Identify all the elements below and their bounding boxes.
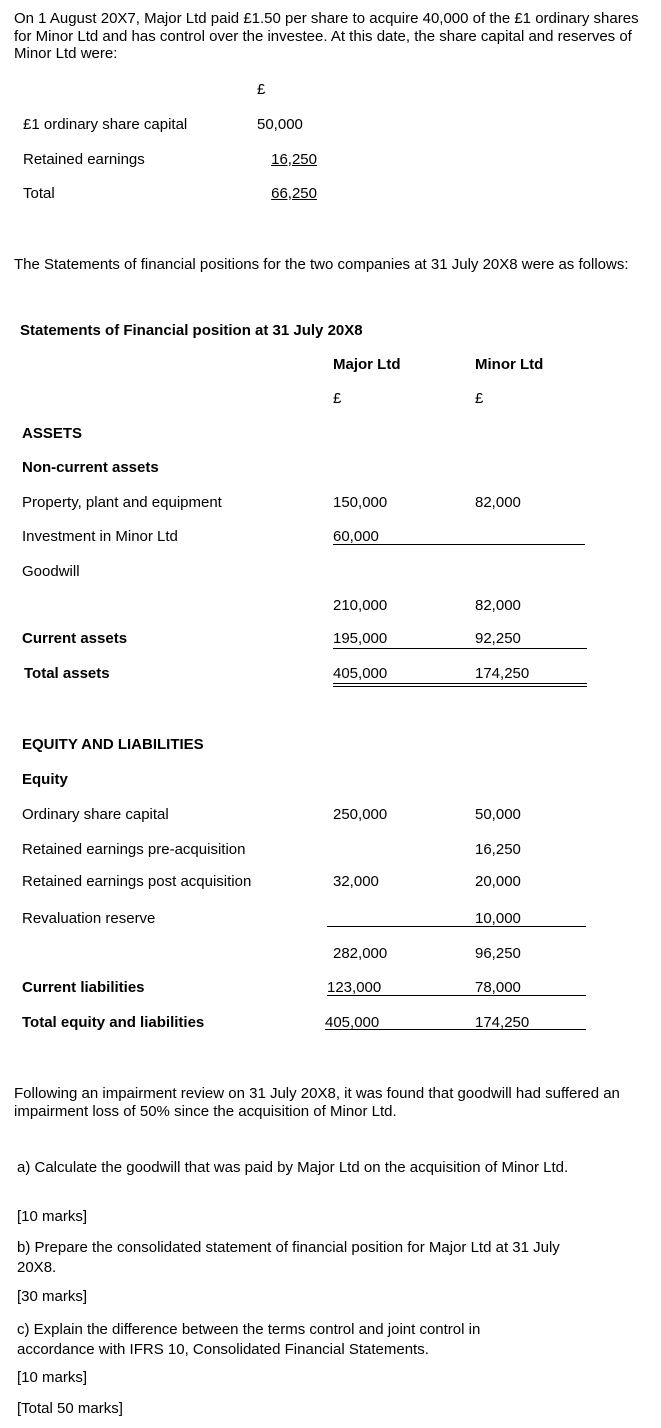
- total-assets-label: Total assets: [24, 665, 110, 682]
- acq-label-retained: Retained earnings: [23, 151, 145, 168]
- re-pre-minor: 16,250: [475, 841, 521, 858]
- total-el-major: 405,000: [325, 1014, 380, 1031]
- col-header-major: Major Ltd: [333, 356, 401, 373]
- equity-heading: Equity: [22, 771, 68, 788]
- acq-currency: £: [257, 81, 266, 98]
- ppe-minor: 82,000: [475, 494, 521, 511]
- sofp-intro-paragraph: The Statements of financial positions for the two companies at 31 July 20X8 were as follows:: [14, 256, 629, 273]
- sofp-title: Statements of Financial position at 31 July 20X8: [20, 322, 363, 339]
- total-el-label: Total equity and liabilities: [22, 1014, 205, 1031]
- assets-heading: ASSETS: [22, 425, 83, 442]
- re-pre-label: Retained earnings pre-acquisition: [22, 841, 246, 858]
- goodwill-label: Goodwill: [22, 563, 80, 580]
- equity-total-major: 282,000: [333, 945, 388, 962]
- currency-minor: £: [475, 390, 484, 407]
- re-post-major: 32,000: [333, 873, 379, 890]
- acq-value-total: 66,250: [271, 185, 317, 202]
- revaluation-label: Revaluation reserve: [22, 910, 156, 927]
- investment-major: 60,000: [333, 528, 379, 545]
- ppe-label: Property, plant and equipment: [22, 494, 222, 511]
- total-el-minor: 174,250: [475, 1014, 530, 1031]
- equity-total-minor: 96,250: [475, 945, 521, 962]
- question-c: c) Explain the difference between the terms control and joint control in accordance with IFRS 10, Consolidated Financial Statements.: [17, 1321, 481, 1358]
- share-capital-minor: 50,000: [475, 806, 521, 823]
- el-heading: EQUITY AND LIABILITIES: [22, 736, 204, 753]
- question-c-marks: [10 marks]: [17, 1369, 88, 1386]
- current-liabilities-major: 123,000: [327, 979, 382, 996]
- total-assets-double-rule: [333, 683, 587, 687]
- re-post-minor: 20,000: [475, 873, 521, 890]
- re-post-label: Retained earnings post acquisition: [22, 873, 252, 890]
- nca-subtotal-rule: [333, 544, 585, 545]
- question-a-marks: [10 marks]: [17, 1208, 88, 1225]
- question-a: a) Calculate the goodwill that was paid by Major Ltd on the acquisition of Minor Ltd.: [17, 1159, 569, 1176]
- current-assets-minor: 92,250: [475, 630, 521, 647]
- revaluation-minor: 10,000: [475, 910, 521, 927]
- investment-label: Investment in Minor Ltd: [22, 528, 178, 545]
- current-assets-major: 195,000: [333, 630, 388, 647]
- nca-total-minor: 82,000: [475, 597, 521, 614]
- acq-value-retained: 16,250: [271, 151, 317, 168]
- currency-major: £: [333, 390, 342, 407]
- total-assets-minor: 174,250: [475, 665, 530, 682]
- current-liabilities-minor: 78,000: [475, 979, 521, 996]
- impairment-paragraph: Following an impairment review on 31 July 20X8, it was found that goodwill had suffered an impairment loss of 50% since the acquisition of Minor Ltd.: [14, 1085, 620, 1120]
- question-b: b) Prepare the consolidated statement of financial position for Major Ltd at 31 July 20X8.: [17, 1239, 560, 1276]
- share-capital-label: Ordinary share capital: [22, 806, 169, 823]
- total-marks: [Total 50 marks]: [17, 1400, 123, 1417]
- current-liabilities-label: Current liabilities: [22, 979, 145, 996]
- share-capital-major: 250,000: [333, 806, 388, 823]
- current-assets-rule: [333, 648, 587, 649]
- nca-total-major: 210,000: [333, 597, 388, 614]
- acq-label-total: Total: [23, 185, 55, 202]
- acq-label-share-capital: £1 ordinary share capital: [23, 116, 188, 133]
- total-el-rule: [325, 1029, 586, 1030]
- question-b-marks: [30 marks]: [17, 1288, 88, 1305]
- col-header-minor: Minor Ltd: [475, 356, 544, 373]
- nca-heading: Non-current assets: [22, 459, 159, 476]
- ppe-major: 150,000: [333, 494, 388, 511]
- equity-subtotal-rule: [327, 926, 586, 927]
- current-liabilities-rule: [327, 995, 586, 996]
- total-assets-major: 405,000: [333, 665, 388, 682]
- current-assets-label: Current assets: [22, 630, 128, 647]
- intro-paragraph: On 1 August 20X7, Major Ltd paid £1.50 per share to acquire 40,000 of the £1 ordinary shares for Minor Ltd and has control over the investee. At this date, the share capital and reserves of Minor Ltd were:: [14, 10, 639, 62]
- acq-value-share-capital: 50,000: [257, 116, 303, 133]
